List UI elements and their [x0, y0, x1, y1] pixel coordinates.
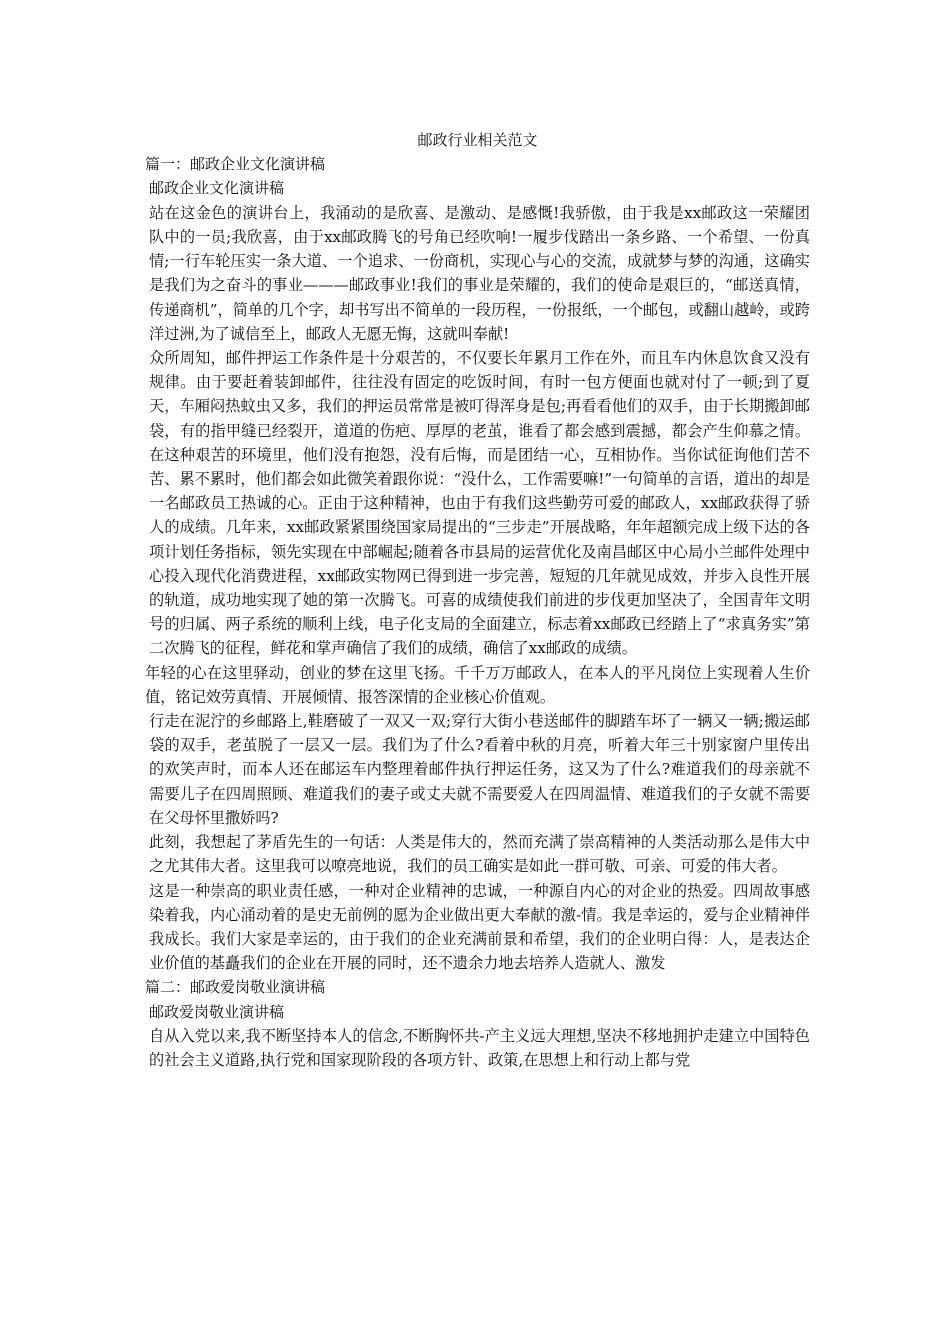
section1-heading: 篇一：邮政企业文化演讲稿	[145, 155, 326, 173]
paragraph: 这是一种崇高的职业责任感，一种对企业精神的忠诚，一种源自内心的对企业的热爱。四周故事感染着我，内心涌动着的是史无前例的愿为企业做出更大奉献的激-情。我是幸运的，爱与企业精神伴我成长。我们大家是幸运的，由于我们的企业充满前景和希望，我们的企业明白得：人，是表达企业价值的基矗我们的企业在开展的同时，还不遗余力地去培养人造就人、激发	[149, 881, 810, 973]
section2-subtitle: 邮政爱岗敬业演讲稿	[149, 1002, 285, 1021]
paragraph: 众所周知，邮件押运工作条件是十分艰苦的，不仅要长年累月工作在外，而且车内休息饮食又没有规律。由于要赶着装卸邮件，往往没有固定的吃饭时间，有时一包方便面也就对付了一顿;到了夏天，车厢闷热蚊虫又多，我们的押运员常常是被叮得浑身是包;再看看他们的双手，由于长期搬卸邮袋，有的指甲缝已经裂开，道道的伤疤、厚厚的老茧，谁看了都会感到震撼，都会产生仰慕之情。在这种艰苦的环境里，他们没有抱怨，没有后悔，而是团结一心，互相协作。当你试征询他们苦不苦、累不累时，他们都会如此微笑着跟你说：“没什么，工作需要嘛!”一句简单的言语，道出的却是一名邮政员工热诚的心。正由于这种精神，也由于有我们这些勤劳可爱的邮政人，xx邮政获得了骄人的成绩。几年来，xx邮政紧紧围绕国家局提出的“三步走”开展战略，年年超额完成上级下达的各项计划任务指标，领先实现在中部崛起;随着各市县局的运营优化及南昌邮区中心局小兰邮件处理中心投入现代化消费进程，xx邮政实物网已得到进一步完善，短短的几年就见成效，并步入良性开展的轨道，成功地实现了她的第一次腾飞。可喜的成绩使我们前进的步伐更加坚决了，全国青年文明号的归属、两子系统的顺利上线，电子化支局的全面建立，标志着xx邮政已经踏上了“求真务实”第二次腾飞的征程，鲜花和掌声确信了我们的成绩，确信了xx邮政的成绩。	[149, 349, 810, 658]
section2-heading: 篇二：邮政爱岗敬业演讲稿	[145, 978, 326, 997]
section1-subtitle: 邮政企业文化演讲稿	[149, 179, 285, 198]
paragraph: 自从入党以来,我不断坚持本人的信念,不断胸怀共-产主义远大理想,坚决不移地拥护走建立中国特色的社会主义道路,执行党和国家现阶段的各项方针、政策,在思想上和行动上都与党	[149, 1027, 810, 1070]
document-page	[145, 128, 810, 1073]
paragraph: 此刻，我想起了茅盾先生的一句话：人类是伟大的，然而充满了崇高精神的人类活动那么是伟大中之尤其伟大者。这里我可以嘹亮地说，我们的员工确实是如此一群可敬、可亲、可爱的伟大者。	[149, 833, 810, 876]
paragraph: 站在这金色的演讲台上，我涌动的是欣喜、是激动、是感慨!我骄傲，由于我是xx邮政这一荣耀团队中的一员;我欣喜，由于xx邮政腾飞的号角已经吹响!一履步伐踏出一条乡路、一个希望、一份真情;一行车轮压实一条大道、一个追求、一份商机，实现心与心的交流，成就梦与梦的沟通，这确实是我们为之奋斗的事业———邮政事业!我们的事业是荣耀的，我们的使命是艰巨的，“邮送真情，传递商机”，简单的几个字，却书写出不简单的一段历程，一份报纸，一个邮包，或翻山越岭，或跨洋过洲,为了诚信至上，邮政人无愿无悔，这就叫奉献!	[149, 203, 810, 343]
document-title: 邮政行业相关范文	[417, 131, 538, 149]
paragraph: 年轻的心在这里驿动，创业的梦在这里飞扬。千千万万邮政人，在本人的平凡岗位上实现着人生价值，铭记效劳真情、开展倾情、报答深情的企业核心价值观。	[145, 663, 810, 706]
paragraph: 行走在泥泞的乡邮路上,鞋磨破了一双又一双;穿行大街小巷送邮件的脚踏车坏了一辆又一辆;搬运邮袋的双手，老茧脱了一层又一层。我们为了什么?看着中秋的月亮，听着大年三十别家窗户里传出的欢笑声时，而本人还在邮运车内整理着邮件执行押运任务，这又为了什么?难道我们的母亲就不需要儿子在四周照顾、难道我们的妻子或丈夫就不需要爱人在四周温情、难道我们的子女就不需要在父母怀里撒娇吗?	[149, 712, 810, 827]
